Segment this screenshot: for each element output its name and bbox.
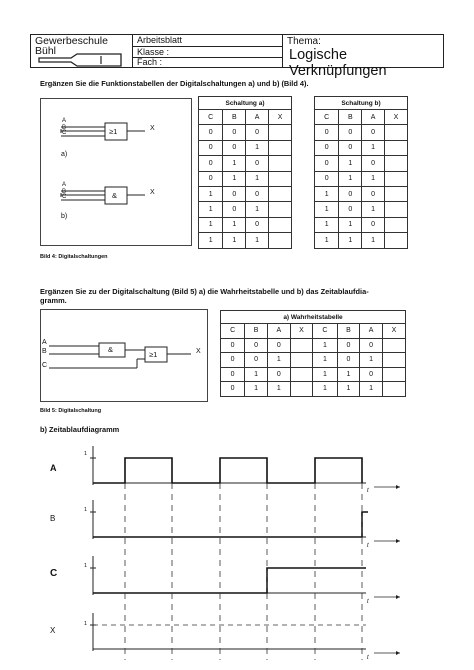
circuit-a-output: X [150, 125, 155, 132]
table-cell: 1 [339, 217, 362, 232]
table-cell: 1 [245, 367, 268, 382]
circuit-a-input-a: A [62, 118, 67, 124]
table-cell: 0 [339, 140, 362, 155]
table-cell: 1 [337, 382, 360, 397]
table-cell: 1 [313, 382, 337, 397]
circuit-b-input-a: A [62, 182, 67, 188]
table-a-header-0: C [199, 110, 223, 125]
table-cell: 1 [315, 217, 339, 232]
circuit-a-gate-symbol: ≥1 [109, 127, 118, 136]
table-cell: 1 [339, 156, 362, 171]
table-cell: 1 [199, 217, 223, 232]
bild5-input-c: C [42, 362, 48, 369]
sheet-type: Arbeitsblatt [137, 35, 183, 45]
signal-a-level: 1 [84, 451, 88, 457]
table-bild5-title: a) Wahrheitstabelle [221, 311, 406, 324]
table-cell: 1 [360, 353, 383, 368]
table-cell: 1 [267, 382, 290, 397]
table-cell: 1 [313, 367, 337, 382]
table-cell: 0 [223, 140, 246, 155]
school-name: Gewerbeschule [35, 35, 108, 47]
table-cell: 0 [221, 353, 245, 368]
task2-instruction-line1: Ergänzen Sie zu der Digitalschaltung (Bild 5) a) die Wahrheitstabelle und b) das Zeitablaufdia- [40, 287, 369, 296]
table-cell: 0 [315, 140, 339, 155]
signal-b-time: t [367, 543, 369, 549]
table-cell: 1 [337, 367, 360, 382]
table-cell: 0 [267, 338, 290, 353]
table-a-header-1: B [223, 110, 246, 125]
bild5-caption: Bild 5: Digitalschaltung [40, 408, 102, 414]
bild5-input-b: B [42, 348, 47, 355]
table-cell: 0 [245, 338, 268, 353]
table-cell: 1 [339, 171, 362, 186]
table-cell: 0 [337, 338, 360, 353]
circuit-b-label: b) [61, 213, 68, 220]
table-cell: 0 [199, 171, 223, 186]
table-bild5-header-4: C [313, 324, 337, 339]
table-a-header-3: X [269, 110, 292, 125]
table-cell: 1 [313, 353, 337, 368]
signal-a-waveform [93, 458, 362, 483]
table-cell: 0 [223, 125, 246, 140]
table-cell: 1 [246, 171, 269, 186]
signal-2-arrow-head [396, 595, 400, 599]
table-cell: 1 [267, 353, 290, 368]
circuit-b-input-c: C [62, 194, 67, 200]
table-cell: 1 [315, 202, 339, 217]
school-town: Bühl [35, 45, 57, 57]
page-title: Logische Verknüpfungen [289, 47, 387, 79]
signal-b-waveform [93, 512, 368, 537]
table-cell: 0 [223, 186, 246, 201]
circuit-b-input-b: B [62, 189, 67, 195]
signal-3-arrow-head [396, 651, 400, 655]
table-cell: 1 [246, 202, 269, 217]
class-field-label: Klasse : [137, 47, 170, 57]
table-bild5-header-1: B [245, 324, 268, 339]
signal-1-arrow-head [396, 539, 400, 543]
table-b-header-1: B [339, 110, 362, 125]
table-cell: 1 [223, 156, 246, 171]
table-cell: 1 [362, 233, 385, 248]
table-cell: 0 [362, 156, 385, 171]
table-cell: 0 [245, 353, 268, 368]
signal-c-name: C [50, 568, 58, 579]
table-cell: 1 [199, 186, 223, 201]
bild5-input-a: A [42, 339, 47, 346]
table-cell: 1 [315, 233, 339, 248]
signal-b-name: B [50, 514, 56, 523]
signal-x-name: X [50, 626, 56, 635]
task1-instruction: Ergänzen Sie die Funktionstabellen der Digitalschaltungen a) und b) (Bild 4). [40, 79, 309, 88]
table-cell: 1 [223, 171, 246, 186]
table-cell: 1 [199, 233, 223, 248]
signal-c-level: 1 [84, 563, 88, 569]
table-cell: 0 [199, 140, 223, 155]
table-cell: 0 [221, 382, 245, 397]
table-b-header-3: X [385, 110, 408, 125]
subject-field-label: Fach : [137, 57, 163, 67]
table-bild5-header-0: C [221, 324, 245, 339]
signal-0-arrow-head [396, 485, 400, 489]
signal-b-level: 1 [84, 507, 88, 513]
table-bild5-header-7: X [382, 324, 405, 339]
table-cell: 0 [221, 367, 245, 382]
table-cell: 0 [362, 186, 385, 201]
table-cell: 1 [313, 338, 337, 353]
table-cell: 0 [246, 156, 269, 171]
table-bild5-header-5: B [337, 324, 360, 339]
table-cell: 0 [339, 125, 362, 140]
table-b-header-0: C [315, 110, 339, 125]
table-cell: 0 [246, 125, 269, 140]
signal-x-time: t [367, 655, 369, 661]
circuit-b-output: X [150, 189, 155, 196]
table-cell: 1 [246, 140, 269, 155]
table-bild5-header-3: X [290, 324, 313, 339]
table-cell: 1 [223, 233, 246, 248]
table-cell: 0 [199, 125, 223, 140]
table-cell: 0 [362, 125, 385, 140]
theme-label: Thema: [287, 36, 321, 47]
table-cell: 0 [223, 202, 246, 217]
table-a-title: Schaltung a) [199, 97, 292, 110]
signal-c-time: t [367, 599, 369, 605]
table-cell: 1 [245, 382, 268, 397]
table-cell: 0 [199, 156, 223, 171]
table-cell: 0 [267, 367, 290, 382]
table-cell: 0 [339, 202, 362, 217]
table-cell: 0 [246, 217, 269, 232]
bild5-output: X [196, 348, 201, 355]
table-cell: 0 [360, 367, 383, 382]
bild4-caption: Bild 4: Digitalschaltungen [40, 254, 108, 260]
table-cell: 0 [221, 338, 245, 353]
table-cell: 1 [362, 202, 385, 217]
signal-c-waveform [93, 568, 366, 593]
bild5-and-gate-symbol: & [108, 345, 114, 354]
task2-instruction-line2: gramm. [40, 296, 67, 305]
signal-a-name: A [50, 463, 57, 473]
timing-title: b) Zeitablaufdiagramm [40, 425, 120, 434]
signal-a-time: t [367, 488, 369, 494]
table-cell: 1 [362, 140, 385, 155]
table-cell: 0 [362, 217, 385, 232]
table-cell: 1 [199, 202, 223, 217]
table-a-header-2: A [246, 110, 269, 125]
circuit-b-gate-symbol: & [112, 191, 118, 200]
table-cell: 1 [223, 217, 246, 232]
table-cell: 0 [246, 186, 269, 201]
table-cell: 0 [360, 338, 383, 353]
table-b-title: Schaltung b) [315, 97, 408, 110]
table-cell: 0 [339, 186, 362, 201]
table-b-header-2: A [362, 110, 385, 125]
circuit-a-input-b: B [62, 125, 67, 131]
circuit-a-input-c: C [62, 130, 67, 136]
table-cell: 0 [315, 125, 339, 140]
signal-x-level: 1 [84, 621, 88, 627]
table-bild5-header-2: A [267, 324, 290, 339]
table-cell: 1 [360, 382, 383, 397]
table-cell: 1 [246, 233, 269, 248]
bild5-or-gate-symbol: ≥1 [149, 350, 158, 359]
table-cell: 1 [362, 171, 385, 186]
table-cell: 0 [337, 353, 360, 368]
table-cell: 1 [315, 186, 339, 201]
table-bild5-header-6: A [360, 324, 383, 339]
table-cell: 0 [315, 171, 339, 186]
table-cell: 1 [339, 233, 362, 248]
circuit-a-label: a) [61, 151, 68, 158]
table-cell: 0 [315, 156, 339, 171]
